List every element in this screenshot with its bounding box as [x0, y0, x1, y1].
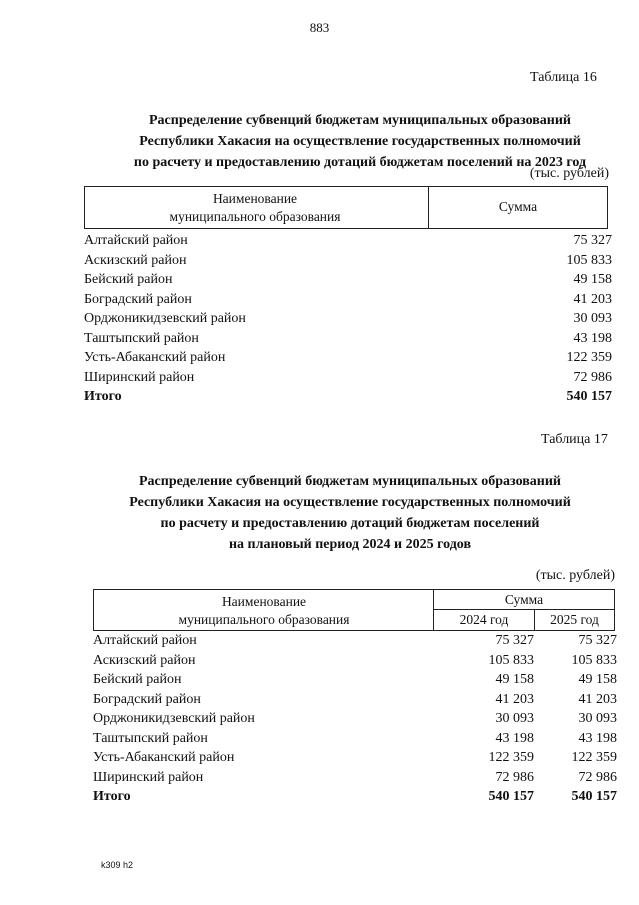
- row-value: 105 833: [566, 252, 612, 268]
- table16-title-line: по расчету и предоставлению дотаций бюджетам поселений на 2023 год: [133, 155, 587, 170]
- row-value: 72 986: [573, 369, 612, 385]
- row-name: Ширинский район: [93, 769, 204, 785]
- footer-code: k309 h2: [101, 860, 134, 870]
- row-value-2025: 49 158: [578, 672, 617, 687]
- row-value: 41 203: [573, 291, 612, 307]
- table-row: [84, 251, 612, 271]
- row-value-2025: 72 986: [578, 769, 617, 785]
- row-value-2025: 30 093: [578, 711, 617, 726]
- row-name: Усть-Абаканский район: [84, 350, 226, 365]
- table-row: [93, 690, 617, 710]
- table17-units: (тыс. рублей): [535, 568, 615, 583]
- row-value-2025: 122 359: [571, 750, 617, 765]
- row-name: Таштыпский район: [93, 730, 208, 746]
- row-name: Таштыпский район: [84, 330, 199, 346]
- row-value: 43 198: [573, 330, 612, 346]
- table-row: [84, 231, 612, 251]
- row-name: Аскизский район: [93, 652, 196, 668]
- table17-header-sum: Сумма: [504, 592, 544, 607]
- table17-header-2024: 2024 год: [459, 612, 509, 627]
- table17-header-subdivider: [434, 609, 614, 610]
- table-row: [84, 329, 612, 349]
- header-name-line2: муниципального образования: [178, 612, 350, 627]
- table-row: [93, 651, 617, 671]
- row-value-2024: 75 327: [495, 633, 534, 648]
- row-value-2025: 75 327: [578, 633, 617, 648]
- header-name-line2: муниципального образования: [169, 209, 341, 224]
- total-value-2025: 540 157: [571, 789, 617, 804]
- table-row: [84, 368, 612, 388]
- table17-title-line: Республики Хакасия на осуществление государственных полномочий: [129, 495, 571, 510]
- row-value-2024: 41 203: [495, 691, 534, 707]
- row-value-2024: 105 833: [488, 652, 534, 668]
- table17-title-line: Распределение субвенций бюджетам муниципальных образований: [139, 474, 561, 489]
- table-row: [84, 309, 612, 329]
- table16-header: [84, 186, 608, 229]
- row-value-2024: 43 198: [495, 730, 534, 746]
- row-value-2024: 49 158: [495, 672, 534, 687]
- row-value: 49 158: [573, 272, 612, 287]
- total-row: [84, 387, 612, 407]
- table17-title-line: по расчету и предоставлению дотаций бюджетам поселений: [160, 516, 540, 531]
- table17-header-name: [134, 593, 394, 629]
- table16-title-line: Распределение субвенций бюджетам муниципальных образований: [149, 113, 571, 128]
- row-name: Ширинский район: [84, 369, 195, 385]
- table16-label: Таблица 16: [530, 70, 597, 85]
- table16-header-sum: Сумма: [498, 199, 538, 214]
- row-value-2024: 30 093: [495, 711, 534, 726]
- row-value-2025: 43 198: [578, 730, 617, 746]
- table-row: [93, 631, 617, 651]
- table-row: [84, 290, 612, 310]
- header-name-line1: Наименование: [221, 594, 307, 609]
- total-value-2024: 540 157: [488, 789, 534, 804]
- row-value-2025: 105 833: [571, 652, 617, 668]
- table16-body: [84, 231, 612, 411]
- total-row: [93, 787, 617, 807]
- row-value: 30 093: [573, 311, 612, 326]
- row-name: Бейский район: [93, 672, 182, 687]
- row-value: 75 327: [573, 233, 612, 248]
- row-name: Алтайский район: [84, 233, 188, 248]
- table17-body: [93, 631, 617, 811]
- header-name-line1: Наименование: [212, 191, 298, 206]
- total-value: 540 157: [566, 389, 612, 404]
- table17-label: Таблица 17: [541, 432, 608, 447]
- table-row: [93, 670, 617, 690]
- row-name: Бейский район: [84, 272, 173, 287]
- table16-header-name: [125, 190, 385, 226]
- page-number: 883: [309, 20, 330, 35]
- table-row: [84, 348, 612, 368]
- table-row: [93, 768, 617, 788]
- row-name: Аскизский район: [84, 252, 187, 268]
- row-name: Орджоникидзевский район: [93, 711, 255, 726]
- total-label: Итого: [93, 789, 131, 804]
- row-value-2024: 72 986: [495, 769, 534, 785]
- row-name: Орджоникидзевский район: [84, 311, 246, 326]
- table16-title: [60, 110, 639, 173]
- row-name: Алтайский район: [93, 633, 197, 648]
- row-value: 122 359: [566, 350, 612, 365]
- table-row: [84, 270, 612, 290]
- row-name: Боградский район: [93, 691, 201, 707]
- table17-header: [93, 589, 615, 631]
- table17-title: [50, 471, 639, 555]
- row-value-2024: 122 359: [488, 750, 534, 765]
- row-name: Боградский район: [84, 291, 192, 307]
- row-name: Усть-Абаканский район: [93, 750, 235, 765]
- table16-units: (тыс. рублей): [529, 166, 609, 181]
- table16-title-line: Республики Хакасия на осуществление государственных полномочий: [139, 134, 581, 149]
- total-label: Итого: [84, 389, 122, 404]
- table17-header-2025: 2025 год: [550, 612, 599, 627]
- row-value-2025: 41 203: [578, 691, 617, 707]
- table17-title-line: на плановый период 2024 и 2025 годов: [228, 537, 472, 552]
- table-row: [93, 748, 617, 768]
- table-row: [93, 729, 617, 749]
- table-row: [93, 709, 617, 729]
